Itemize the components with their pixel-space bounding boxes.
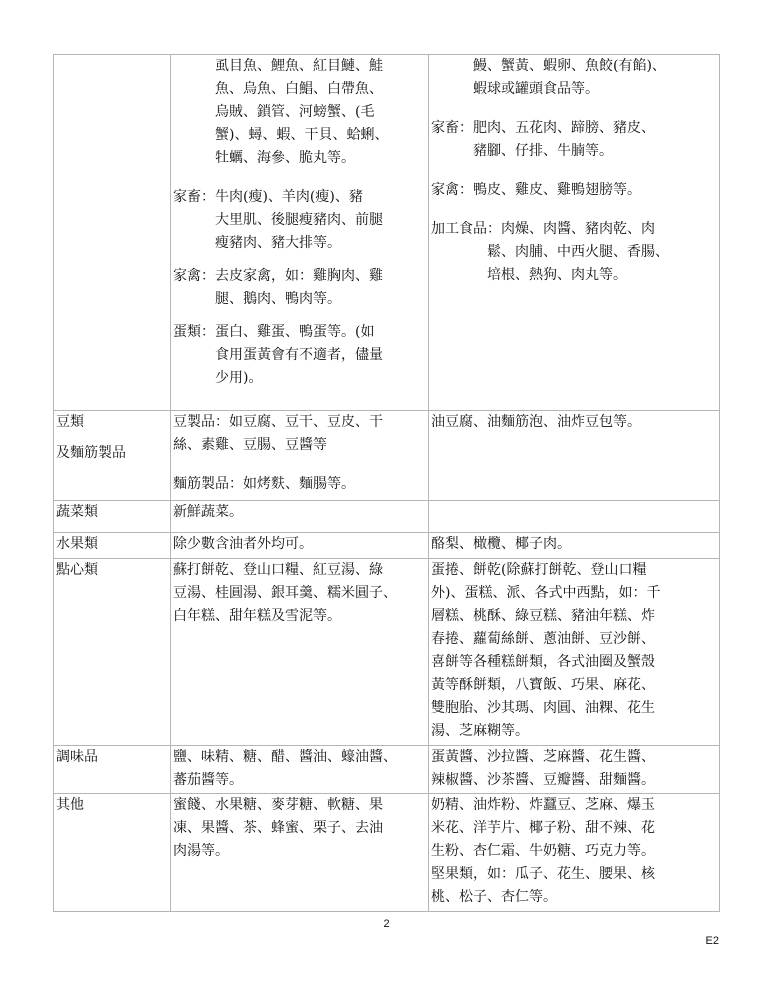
category-cell	[54, 55, 171, 411]
table-row	[54, 411, 720, 501]
text-line: 外)、蛋糕、派、各式中西點，如：千	[431, 585, 661, 601]
table-row	[54, 559, 720, 746]
text-line: 虱目魚、鯉魚、紅目鰱、鮭	[215, 58, 383, 74]
avoid-cell	[429, 794, 720, 912]
text-line: 喜餅等各種糕餅類，各式油圈及蟹殼	[431, 654, 655, 670]
avoid-cell	[429, 746, 720, 794]
allowed-cell	[171, 411, 429, 501]
category-cell	[54, 533, 171, 559]
text-line: 豆湯、桂圓湯、銀耳羹、糯米圓子、	[173, 585, 397, 601]
category-label: 蔬菜類	[56, 504, 98, 520]
text-line: 蛋類：蛋白、雞蛋、鴨蛋等。(如	[173, 324, 375, 340]
text-line: 豆製品：如豆腐、豆干、豆皮、干	[173, 414, 383, 430]
text-line: 黃等酥餅類，八寶飯、巧果、麻花、	[431, 677, 655, 693]
category-label: 豆類	[56, 414, 84, 430]
text-line: 桃、松子、杏仁等。	[431, 889, 557, 905]
text-line: 食用蛋黃會有不適者，儘量	[215, 347, 383, 363]
category-label: 點心類	[56, 562, 98, 578]
text-line: 家畜：牛肉(瘦)、羊肉(瘦)、豬	[173, 189, 363, 205]
text-line: 魚、烏魚、白鯧、白帶魚、	[215, 81, 383, 97]
text-line: 層糕、桃酥、綠豆糕、豬油年糕、炸	[431, 608, 655, 624]
text-line: 培根、熱狗、肉丸等。	[487, 267, 627, 283]
text-line: 肉湯等。	[173, 843, 229, 859]
text-line: 家畜：肥肉、五花肉、蹄膀、豬皮、	[431, 120, 655, 136]
text-line: 家禽：鴨皮、雞皮、雞鴨翅膀等。	[431, 182, 641, 198]
text-line: 烏賊、鎖管、河螃蟹、(毛	[215, 104, 375, 120]
text-line: 絲、素雞、豆腸、豆醬等	[173, 437, 327, 453]
text-line: 蜜餞、水果糖、麥芽糖、軟糖、果	[173, 797, 383, 813]
category-label: 水果類	[56, 536, 98, 552]
allowed-cell	[171, 55, 429, 411]
text-line: 堅果類，如：瓜子、花生、腰果、核	[431, 866, 655, 882]
text-line: 牡蠣、海參、脆丸等。	[215, 150, 355, 166]
text-line: 蛋黃醬、沙拉醬、芝麻醬、花生醬、	[431, 749, 655, 765]
text-line: 酪梨、橄欖、椰子肉。	[431, 536, 571, 552]
poultry-allowed	[173, 265, 426, 311]
avoid-cell	[429, 501, 720, 533]
category-cell	[54, 411, 171, 501]
text-line: 油豆腐、油麵筋泡、油炸豆包等。	[431, 414, 641, 430]
category-label: 及麵筋製品	[56, 445, 126, 461]
category-label: 其他	[56, 797, 84, 813]
text-line: 凍、果醬、茶、蜂蜜、栗子、去油	[173, 820, 383, 836]
category-cell	[54, 746, 171, 794]
text-line: 豬腳、仔排、牛腩等。	[473, 143, 613, 159]
allowed-cell	[171, 746, 429, 794]
text-line: 雙胞胎、沙其瑪、肉圓、油粿、花生	[431, 700, 655, 716]
avoid-cell	[429, 559, 720, 746]
text-line: 蟹)、蟳、蝦、干貝、蛤蜊、	[215, 127, 389, 143]
text-line: 腿、鵝肉、鴨肉等。	[215, 291, 341, 307]
text-line: 家禽：去皮家禽，如：雞胸肉、雞	[173, 268, 383, 284]
page-number: 2	[383, 918, 390, 930]
table-row	[54, 533, 720, 559]
text-line: 辣椒醬、沙茶醬、豆瓣醬、甜麵醬。	[431, 772, 655, 788]
allowed-cell	[171, 794, 429, 912]
text-line: 白年糕、甜年糕及雪泥等。	[173, 608, 341, 624]
text-line: 鰻、蟹黃、蝦卵、魚餃(有餡)、	[473, 58, 666, 74]
allowed-cell	[171, 559, 429, 746]
livestock-allowed	[173, 186, 426, 255]
allowed-cell	[171, 533, 429, 559]
text-line: 奶精、油炸粉、炸蠶豆、芝麻、爆玉	[431, 797, 655, 813]
text-line: 少用)。	[215, 370, 263, 386]
text-line: 米花、洋芋片、椰子粉、甜不辣、花	[431, 820, 655, 836]
text-line: 蘇打餅乾、登山口糧、紅豆湯、綠	[173, 562, 383, 578]
avoid-cell	[429, 55, 720, 411]
processed-avoid	[431, 218, 717, 287]
text-line: 蛋捲、餅乾(除蘇打餅乾、登山口糧	[431, 562, 647, 578]
text-line: 生粉、杏仁霜、牛奶糖、巧克力等。	[431, 843, 655, 859]
table-row	[54, 501, 720, 533]
table-row	[54, 746, 720, 794]
text-line: 除少數含油者外均可。	[173, 536, 313, 552]
document-code: E2	[705, 935, 719, 947]
avoid-cell	[429, 411, 720, 501]
text-line: 鬆、肉脯、中西火腿、香腸、	[487, 244, 669, 260]
category-label: 調味品	[56, 749, 98, 765]
egg-allowed	[173, 321, 426, 390]
text-line: 新鮮蔬菜。	[173, 504, 243, 520]
category-cell	[54, 501, 171, 533]
text-line: 蝦球或罐頭食品等。	[473, 81, 599, 97]
allowed-cell	[171, 501, 429, 533]
text-line: 大里肌、後腿瘦豬肉、前腿	[215, 212, 383, 228]
table-row	[54, 55, 720, 411]
category-cell	[54, 794, 171, 912]
text-line: 春捲、蘿蔔絲餅、蔥油餅、豆沙餅、	[431, 631, 655, 647]
seafood-avoid	[431, 55, 717, 101]
text-line: 瘦豬肉、豬大排等。	[215, 235, 341, 251]
diet-table	[53, 54, 720, 912]
category-cell	[54, 559, 171, 746]
poultry-avoid	[431, 179, 717, 202]
seafood-allowed	[173, 55, 426, 170]
avoid-cell	[429, 533, 720, 559]
text-line: 加工食品：肉燥、肉醬、豬肉乾、肉	[431, 221, 655, 237]
text-line: 麵筋製品：如烤麩、麵腸等。	[173, 476, 355, 492]
table-row	[54, 794, 720, 912]
text-line: 鹽、味精、糖、醋、醬油、蠔油醬、	[173, 749, 397, 765]
livestock-avoid	[431, 117, 717, 163]
text-line: 湯、芝麻糊等。	[431, 723, 529, 739]
text-line: 蕃茄醬等。	[173, 772, 243, 788]
